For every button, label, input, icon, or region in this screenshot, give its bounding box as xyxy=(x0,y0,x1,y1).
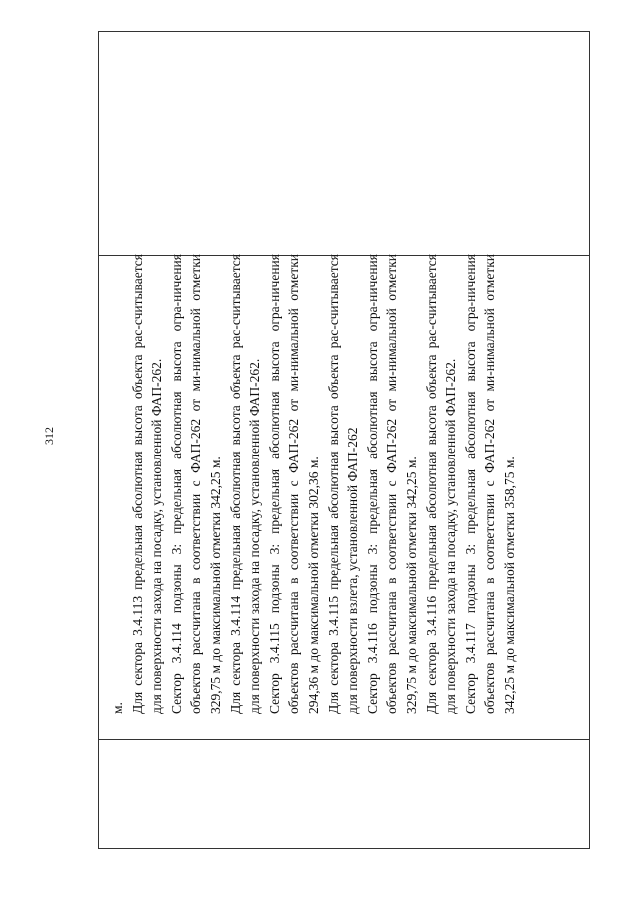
paragraph-sector-115-limit: Сектор 3.4.115 подзоны 3: предельная абсолютная высота огра-ничения объектов рассчитана в соответствии с ФАП-262 от ми-нимальной отметки 294,36 м до максимальной отметки 302,36 м. xyxy=(266,254,321,714)
cell-text xyxy=(108,254,519,714)
column-divider-left xyxy=(99,739,589,740)
paragraph-sector-114-method: Для сектора 3.4.114 предельная абсолютная высота объекта рас-считывается для поверхности захода на посадку, установленной ФАП-262. xyxy=(227,254,263,714)
paragraph-sector-115-method: Для сектора 3.4.115 предельная абсолютная высота объекта рас-считывается для поверхности взлета, установленной ФАП-262 xyxy=(325,254,361,714)
paragraph-sector-116-limit: Сектор 3.4.116 подзоны 3: предельная абсолютная высота огра-ничения объектов рассчитана в соответствии с ФАП-262 от ми-нимальной отметки 329,75 м до максимальной отметки 342,25 м. xyxy=(364,254,419,714)
paragraph-sector-116-method: Для сектора 3.4.116 предельная абсолютная высота объекта рас-считывается для поверхности захода на посадку, установленной ФАП-262. xyxy=(423,254,459,714)
cell-lead: м. xyxy=(110,702,125,714)
rotated-cell xyxy=(108,254,586,714)
paragraph-sector-114-limit: Сектор 3.4.114 подзоны 3: предельная абсолютная высота огра-ничения объектов рассчитана в соответствии с ФАП-262 от ми-нимальной отметки 329,75 м до максимальной отметки 342,25 м. xyxy=(168,254,223,714)
paragraph-sector-113-method: Для сектора 3.4.113 предельная абсолютная высота объекта рас-считывается для поверхности захода на посадку, установленной ФАП-262. xyxy=(129,254,165,714)
paragraph-sector-117-limit: Сектор 3.4.117 подзоны 3: предельная абсолютная высота огра-ничения объектов рассчитана в соответствии с ФАП-262 от ми-нимальной отметки 342,25 м до максимальной отметки 358,75 м. xyxy=(462,254,517,714)
page-number: 312 xyxy=(42,427,56,445)
